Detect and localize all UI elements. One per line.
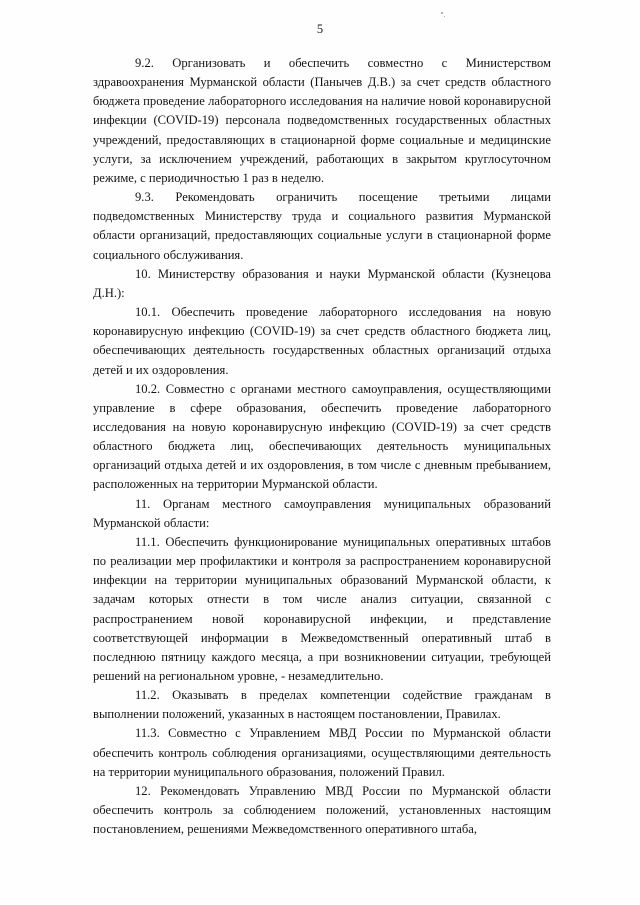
scan-speck-icon: [441, 12, 443, 14]
paragraph: 11.3. Совместно с Управлением МВД России по Мурманской области обеспечить контроль соблюдения организациями, осуществляющими деятельность на территории муниципального образования, положений Правил.: [93, 726, 551, 779]
paragraph: 11. Органам местного самоуправления муниципальных образований Мурманской области:: [93, 496, 551, 530]
paragraph: 11.2. Оказывать в пределах компетенции содействие гражданам в выполнении положений, указанных в настоящем постановлении, Правилах.: [93, 688, 551, 722]
document-body: [93, 54, 551, 839]
paragraph: 10.1. Обеспечить проведение лабораторного исследования на новую коронавирусную инфекцию (COVID-19) за счет средств областного бюджета лиц, обеспечивающих деятельность государственных областных организаций отдыха детей и их оздоровления.: [93, 305, 551, 377]
paragraph: 9.3. Рекомендовать ограничить посещение третьими лицами подведомственных Министерству труда и социального развития Мурманской области организаций, предоставляющих социальные услуги в стационарной форме социального обслуживания.: [93, 190, 551, 262]
paragraph: 10.2. Совместно с органами местного самоуправления, осуществляющими управление в сфере образования, обеспечить проведение лабораторного исследования на новую коронавирусную инфекцию (COVID-19) за счет средств областного бюджета лиц, обеспечивающих деятельность муниципальных организаций отдыха детей и их оздоровления, в том числе с дневным пребыванием, расположенных на территории Мурманской области.: [93, 381, 551, 492]
paragraph: 11.1. Обеспечить функционирование муниципальных оперативных штабов по реализации мер профилактики и контроля за распространением коронавирусной инфекции на территории муниципальных образований Мурманской области, к задачам которых отнести в том числе анализ ситуации, связанной с распространением новой коронавирусной инфекции, и представление соответствующей информации в Межведомственный оперативный штаб в последнюю пятницу каждого месяца, а при возникновении ситуации, требующей решений на региональном уровне, - незамедлительно.: [93, 534, 551, 683]
page-number: 5: [316, 22, 324, 36]
paragraph: 9.2. Организовать и обеспечить совместно с Министерством здравоохранения Мурманской области (Панычев Д.В.) за счет средств областного бюджета проведение лабораторного исследования на наличие новой коронавирусной инфекции (COVID-19) персонала подведомственных государственных областных учреждений, предоставляющих в стационарной форме социальные и медицинские услуги, за исключением учреждений, работающих в закрытом круглосуточном режиме, с периодичностью 1 раз в неделю.: [93, 56, 551, 185]
paragraph: 10. Министерству образования и науки Мурманской области (Кузнецова Д.Н.):: [93, 266, 551, 300]
scan-speck-icon: [444, 16, 445, 17]
paragraph: 12. Рекомендовать Управлению МВД России по Мурманской области обеспечить контроль за соблюдением положений, установленных настоящим постановлением, решениями Межведомственного оперативного штаба,: [93, 783, 551, 837]
